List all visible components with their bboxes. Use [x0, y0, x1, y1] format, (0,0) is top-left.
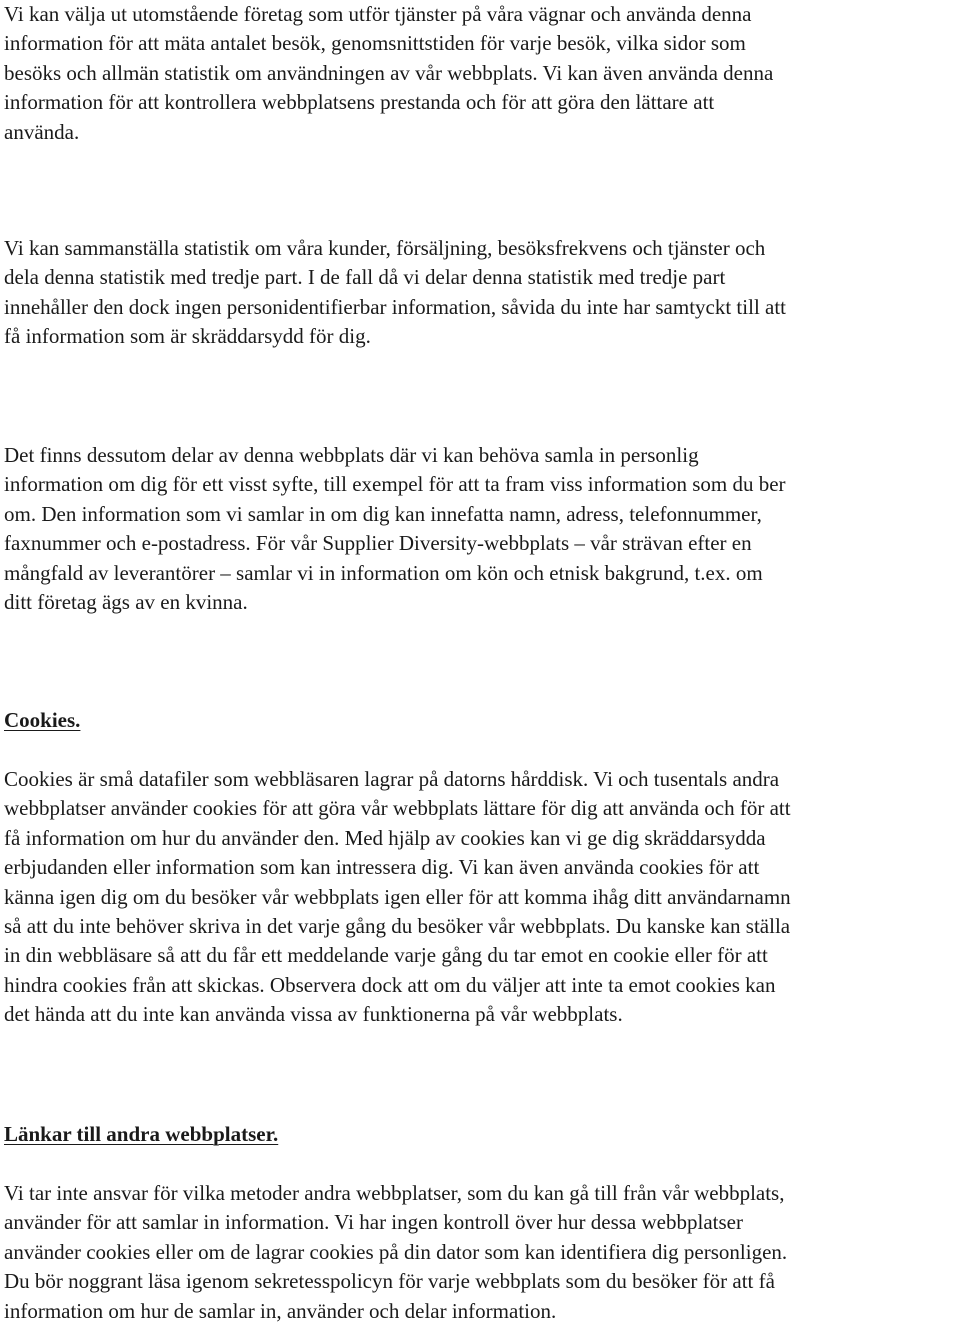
text-line: information för att kontrollera webbplatsens prestanda och för att göra den lättare att — [4, 90, 715, 115]
text-line: använder cookies eller om de lagrar cookies på din dator som kan identifiera dig personligen. — [4, 1239, 788, 1264]
text-line: använder för att samlar in information. Vi har ingen kontroll över hur dessa webbplatser — [4, 1210, 743, 1235]
text-line: Det finns dessutom delar av denna webbplats där vi kan behöva samla in personlig — [4, 443, 699, 467]
paragraph-cookies — [4, 765, 956, 1030]
section-heading-external-links: Länkar till andra webbplatser. — [4, 1122, 279, 1146]
text-line: om. Den information som vi samlar in om dig kan innefatta namn, adress, telefonnummer, — [4, 501, 762, 526]
text-line: Vi tar inte ansvar för vilka metoder andra webbplatser, som du kan gå till från vår webbplats, — [4, 1181, 785, 1205]
text-line: Vi kan sammanställa statistik om våra kunder, försäljning, besöksfrekvens och tjänster och — [4, 236, 766, 260]
text-line: information för att mäta antalet besök, genomsnittstiden för varje besök, vilka sidor som — [4, 31, 746, 56]
text-line: Du bör noggrant läsa igenom sekretesspolicyn för varje webbplats som du besöker för att få — [4, 1269, 775, 1294]
paragraph-third-party-analytics — [4, 0, 956, 147]
text-line: in din webbläsare så att du får ett meddelande varje gång du tar emot en cookie eller för att — [4, 943, 768, 968]
text-line: så att du inte behöver skriva in det varje gång du besöker vår webbplats. Du kanske kan ställa — [4, 914, 791, 939]
text-line: innehåller den dock ingen personidentifierbar information, såvida du inte har samtyckt till att — [4, 294, 787, 319]
text-line: dela denna statistik med tredje part. I de fall då vi delar denna statistik med tredje part — [4, 265, 726, 290]
text-line: erbjudanden eller information som kan intressera dig. Vi kan även använda cookies för att — [4, 855, 760, 880]
text-line: ditt företag ägs av en kvinna. — [4, 590, 248, 615]
text-line: få information som är skräddarsydd för dig. — [4, 324, 371, 349]
text-line: mångfald av leverantörer – samlar vi in information om kön och etnisk bakgrund, t.ex. om — [4, 560, 763, 585]
paragraph-personal-information — [4, 441, 956, 617]
text-line: Cookies är små datafiler som webbläsaren lagrar på datorns hårddisk. Vi och tusentals andra — [4, 767, 780, 791]
text-line: använda. — [4, 119, 80, 144]
paragraph-external-links — [4, 1179, 956, 1326]
text-line: webbplatser använder cookies för att göra vår webbplats lättare för dig att använda och för att — [4, 796, 791, 821]
section-heading-cookies: Cookies. — [4, 708, 81, 732]
text-line: faxnummer och e-postadress. För vår Supplier Diversity-webbplats – vår strävan efter en — [4, 531, 752, 556]
text-line: känna igen dig om du besöker vår webbplats igen eller för att komma ihåg ditt användarnamn — [4, 884, 791, 909]
text-line: det hända att du inte kan använda vissa av funktionerna på vår webbplats. — [4, 1002, 623, 1027]
text-line: besöks och allmän statistik om användningen av vår webbplats. Vi kan även använda denna — [4, 60, 774, 85]
text-line: få information om hur du använder den. Med hjälp av cookies kan vi ge dig skräddarsydda — [4, 825, 766, 850]
text-line: Vi kan välja ut utomstående företag som utför tjänster på våra vägnar och använda denna — [4, 2, 752, 26]
text-line: information om dig för ett visst syfte, till exempel för att ta fram viss information som du ber — [4, 472, 786, 497]
text-line: hindra cookies från att skickas. Observera dock att om du väljer att inte ta emot cookies kan — [4, 972, 776, 997]
text-line: information om hur de samlar in, använder och delar information. — [4, 1298, 557, 1323]
paragraph-statistics-sharing — [4, 234, 956, 352]
